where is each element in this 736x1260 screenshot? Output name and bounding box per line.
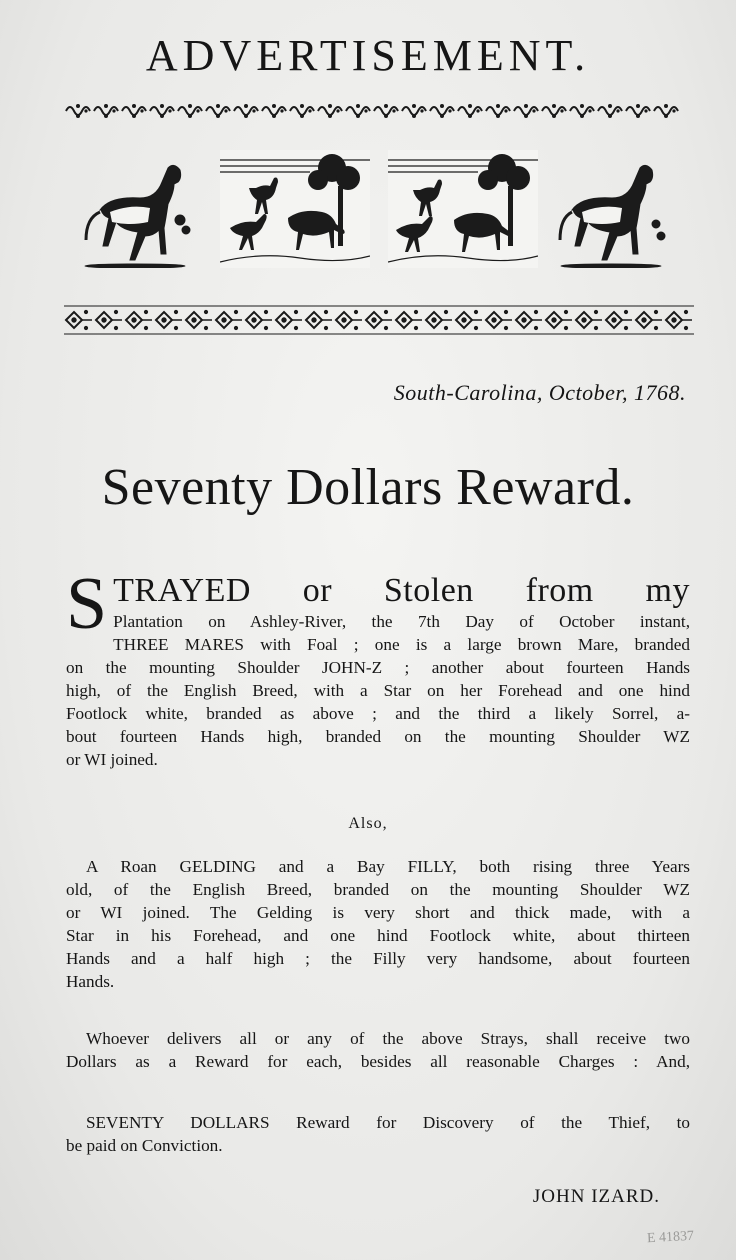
- text-line: Hands.: [66, 972, 115, 991]
- horses-landscape-woodcut-icon: [220, 150, 370, 268]
- text-line: Footlock white, branded as above ; and the third a likely Sorrel, a-: [66, 704, 690, 723]
- text-line: Hands and a half high ; the Filly very handsome, about fourteen: [66, 949, 690, 968]
- fleuron-border-icon: [64, 100, 694, 122]
- also-heading: Also,: [348, 815, 388, 832]
- signature: JOHN IZARD.: [532, 1186, 660, 1207]
- text-line: Star in his Forehead, and one hind Footlock white, about thirteen: [66, 926, 690, 945]
- text-line: bout fourteen Hands high, branded on the mounting Shoulder WZ: [66, 727, 690, 746]
- dropcap: S: [66, 563, 108, 645]
- horse-woodcut-left-icon: [80, 150, 192, 268]
- text-line: Whoever delivers all or any of the above Strays, shall receive two: [86, 1029, 690, 1048]
- page-title: ADVERTISEMENT.: [145, 31, 591, 80]
- dateline: South-Carolina, October, 1768.: [393, 380, 686, 405]
- reward-heading: Seventy Dollars Reward.: [101, 459, 635, 516]
- paragraph-thief-reward: [66, 1111, 690, 1157]
- text-line: old, of the English Breed, branded on the mounting Shoulder WZ: [66, 880, 690, 899]
- ornament-border-bottom: [64, 302, 694, 338]
- paragraph-strayed: [66, 563, 690, 771]
- horse-woodcut-right-icon: [556, 150, 668, 268]
- text-line: or WI joined.: [66, 750, 158, 769]
- text-line: be paid on Conviction.: [66, 1136, 223, 1155]
- paragraph-also: [66, 855, 690, 993]
- text-line: Plantation on Ashley-River, the 7th Day of October instant,: [113, 612, 690, 631]
- horses-landscape-woodcut-icon: [388, 150, 538, 268]
- text-line: or WI joined. The Gelding is very short and thick made, with a: [66, 903, 690, 922]
- woodcut-row: [80, 150, 700, 275]
- ornament-border-top: [64, 100, 694, 122]
- text-line: A Roan GELDING and a Bay FILLY, both rising three Years: [86, 857, 690, 876]
- paragraph-whoever: [66, 1027, 690, 1073]
- text-line: on the mounting Shoulder JOHN-Z ; another about fourteen Hands: [66, 658, 690, 677]
- lead-line: TRAYED or Stolen from my: [113, 572, 690, 609]
- text-line: Dollars as a Reward for each, besides all reasonable Charges : And,: [66, 1052, 690, 1071]
- text-line: SEVENTY DOLLARS Reward for Discovery of the Thief, to: [86, 1113, 690, 1132]
- text-line: high, of the English Breed, with a Star on her Forehead and one hind: [66, 681, 690, 700]
- archive-stamp: E 41837: [646, 1228, 695, 1247]
- fleuron-border-icon: [64, 302, 694, 338]
- text-line: THREE MARES with Foal ; one is a large brown Mare, branded: [113, 635, 690, 654]
